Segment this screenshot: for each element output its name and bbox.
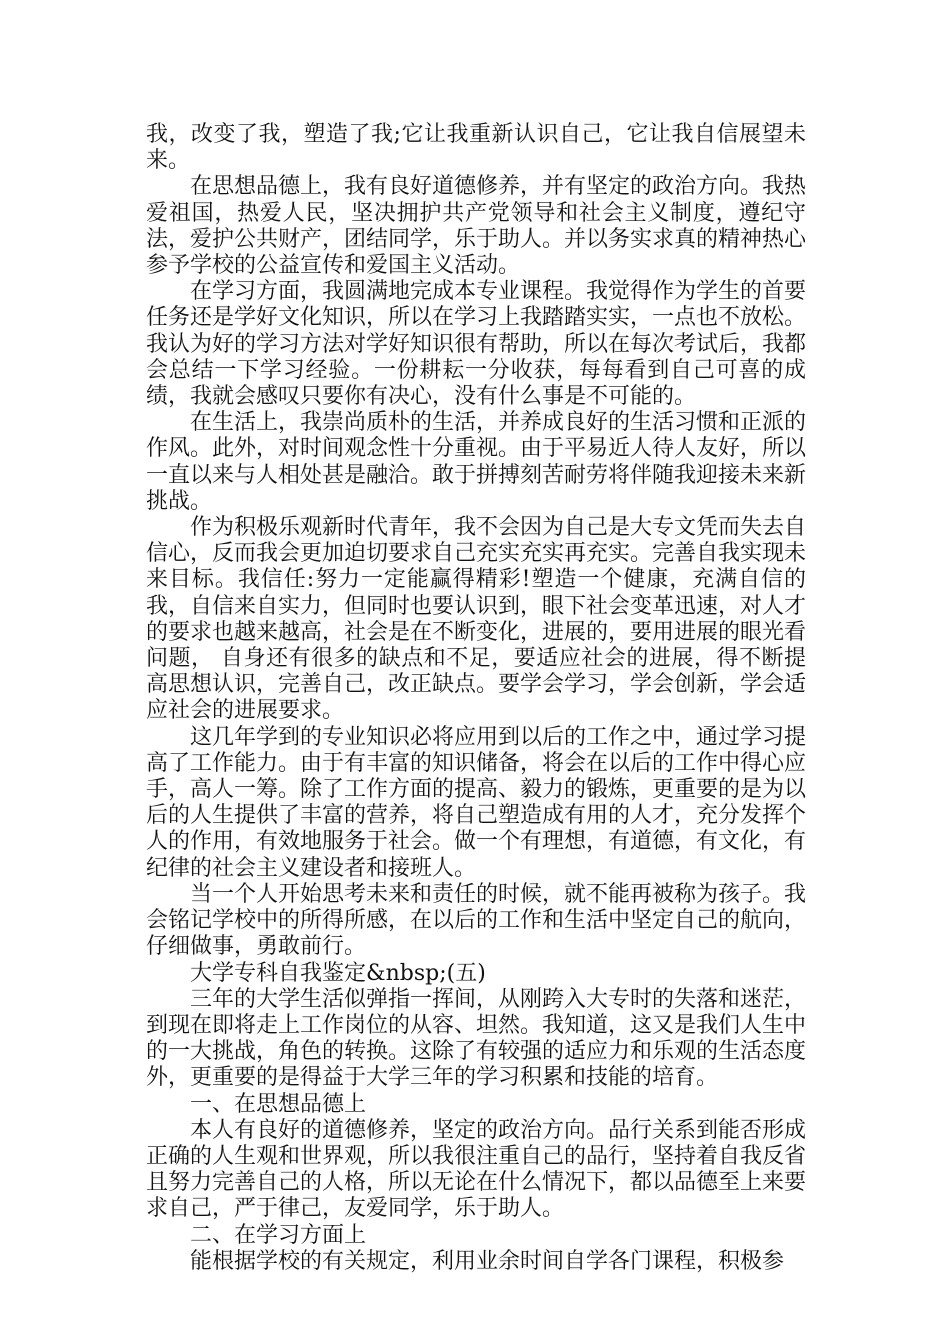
- section-heading: 一、在思想品德上: [190, 1091, 367, 1117]
- paragraph: 这几年学到的专业知识必将应用到以后的工作之中，通过学习提高了工作能力。由于有丰富的知识储备，将会在以后的工作中得心应手，高人一筹。除了工作方面的提高、毅力的锻炼，更重要的是为以后的人生提供了丰富的营养，将自己塑造成有用的人才，充分发挥个人的作用，有效地服务于社会。做一个有理想，有道德，有文化，有纪律的社会主义建设者和接班人。: [146, 724, 807, 881]
- paragraph: 在思想品德上，我有良好道德修养，并有坚定的政治方向。我热爱祖国，热爱人民，坚决拥护共产党领导和社会主义制度，遵纪守法，爱护公共财产，团结同学，乐于助人。并以务实求真的精神热心参予学校的公益宣传和爱国主义活动。: [146, 174, 807, 279]
- paragraph: 当一个人开始思考未来和责任的时候，就不能再被称为孩子。我会铭记学校中的所得所感，在以后的工作和生活中坚定自己的航向，仔细做事，勇敢前行。: [146, 881, 807, 960]
- paragraph: 作为积极乐观新时代青年，我不会因为自己是大专文凭而失去自信心，反而我会更加迫切要求自己充实充实再充实。完善自我实现未来目标。我信任:努力一定能赢得精彩!塑造一个健康，充满自信的我，自信来自实力，但同时也要认识到，眼下社会变革迅速，对人才的要求也越来越高，社会是在不断变化，进展的，要用进展的眼光看问题， 自身还有很多的缺点和不足，要适应社会的进展，得不断提高思想认识，完善自己，改正缺点。要学会学习，学会创新，学会适应社会的进展要求。: [146, 515, 807, 724]
- section-heading: 二、在学习方面上: [190, 1222, 367, 1248]
- paragraph: 本人有良好的道德修养，坚定的政治方向。品行关系到能否形成正确的人生观和世界观，所以我很注重自己的品行，坚持着自我反省且努力完善自己的人格，所以无论在什么情况下，都以品德至上来要求自己，严于律己，友爱同学，乐于助人。: [146, 1117, 807, 1222]
- paragraph: 在生活上，我崇尚质朴的生活，并养成良好的生活习惯和正派的作风。此外，对时间观念性十分重视。由于平易近人待人友好，所以一直以来与人相处甚是融洽。敢于拼搏刻苦耐劳将伴随我迎接未来新挑战。: [146, 410, 807, 514]
- paragraph: 在学习方面，我圆满地完成本专业课程。我觉得作为学生的首要任务还是学好文化知识，所以在学习上我踏踏实实，一点也不放松。我认为好的学习方法对学好知识很有帮助，所以在每次考试后，我都会总结一下学习经验。一份耕耘一分收获，每每看到自己可喜的成绩，我就会感叹只要你有决心，没有什么事是不可能的。: [146, 279, 807, 410]
- paragraph: 能根据学校的有关规定，利用业余时间自学各门课程，积极参: [190, 1248, 785, 1274]
- section-heading: 大学专科自我鉴定&nbsp;(五): [190, 960, 486, 986]
- document-body: [146, 122, 806, 1275]
- paragraph: 三年的大学生活似弹指一挥间，从刚跨入大专时的失落和迷茫，到现在即将走上工作岗位的从容、坦然。我知道，这又是我们人生中的一大挑战，角色的转换。这除了有较强的适应力和乐观的生活态度外，更重要的是得益于大学三年的学习积累和技能的培育。: [146, 986, 807, 1091]
- paragraph: 我，改变了我，塑造了我;它让我重新认识自己，它让我自信展望未来。: [146, 122, 806, 174]
